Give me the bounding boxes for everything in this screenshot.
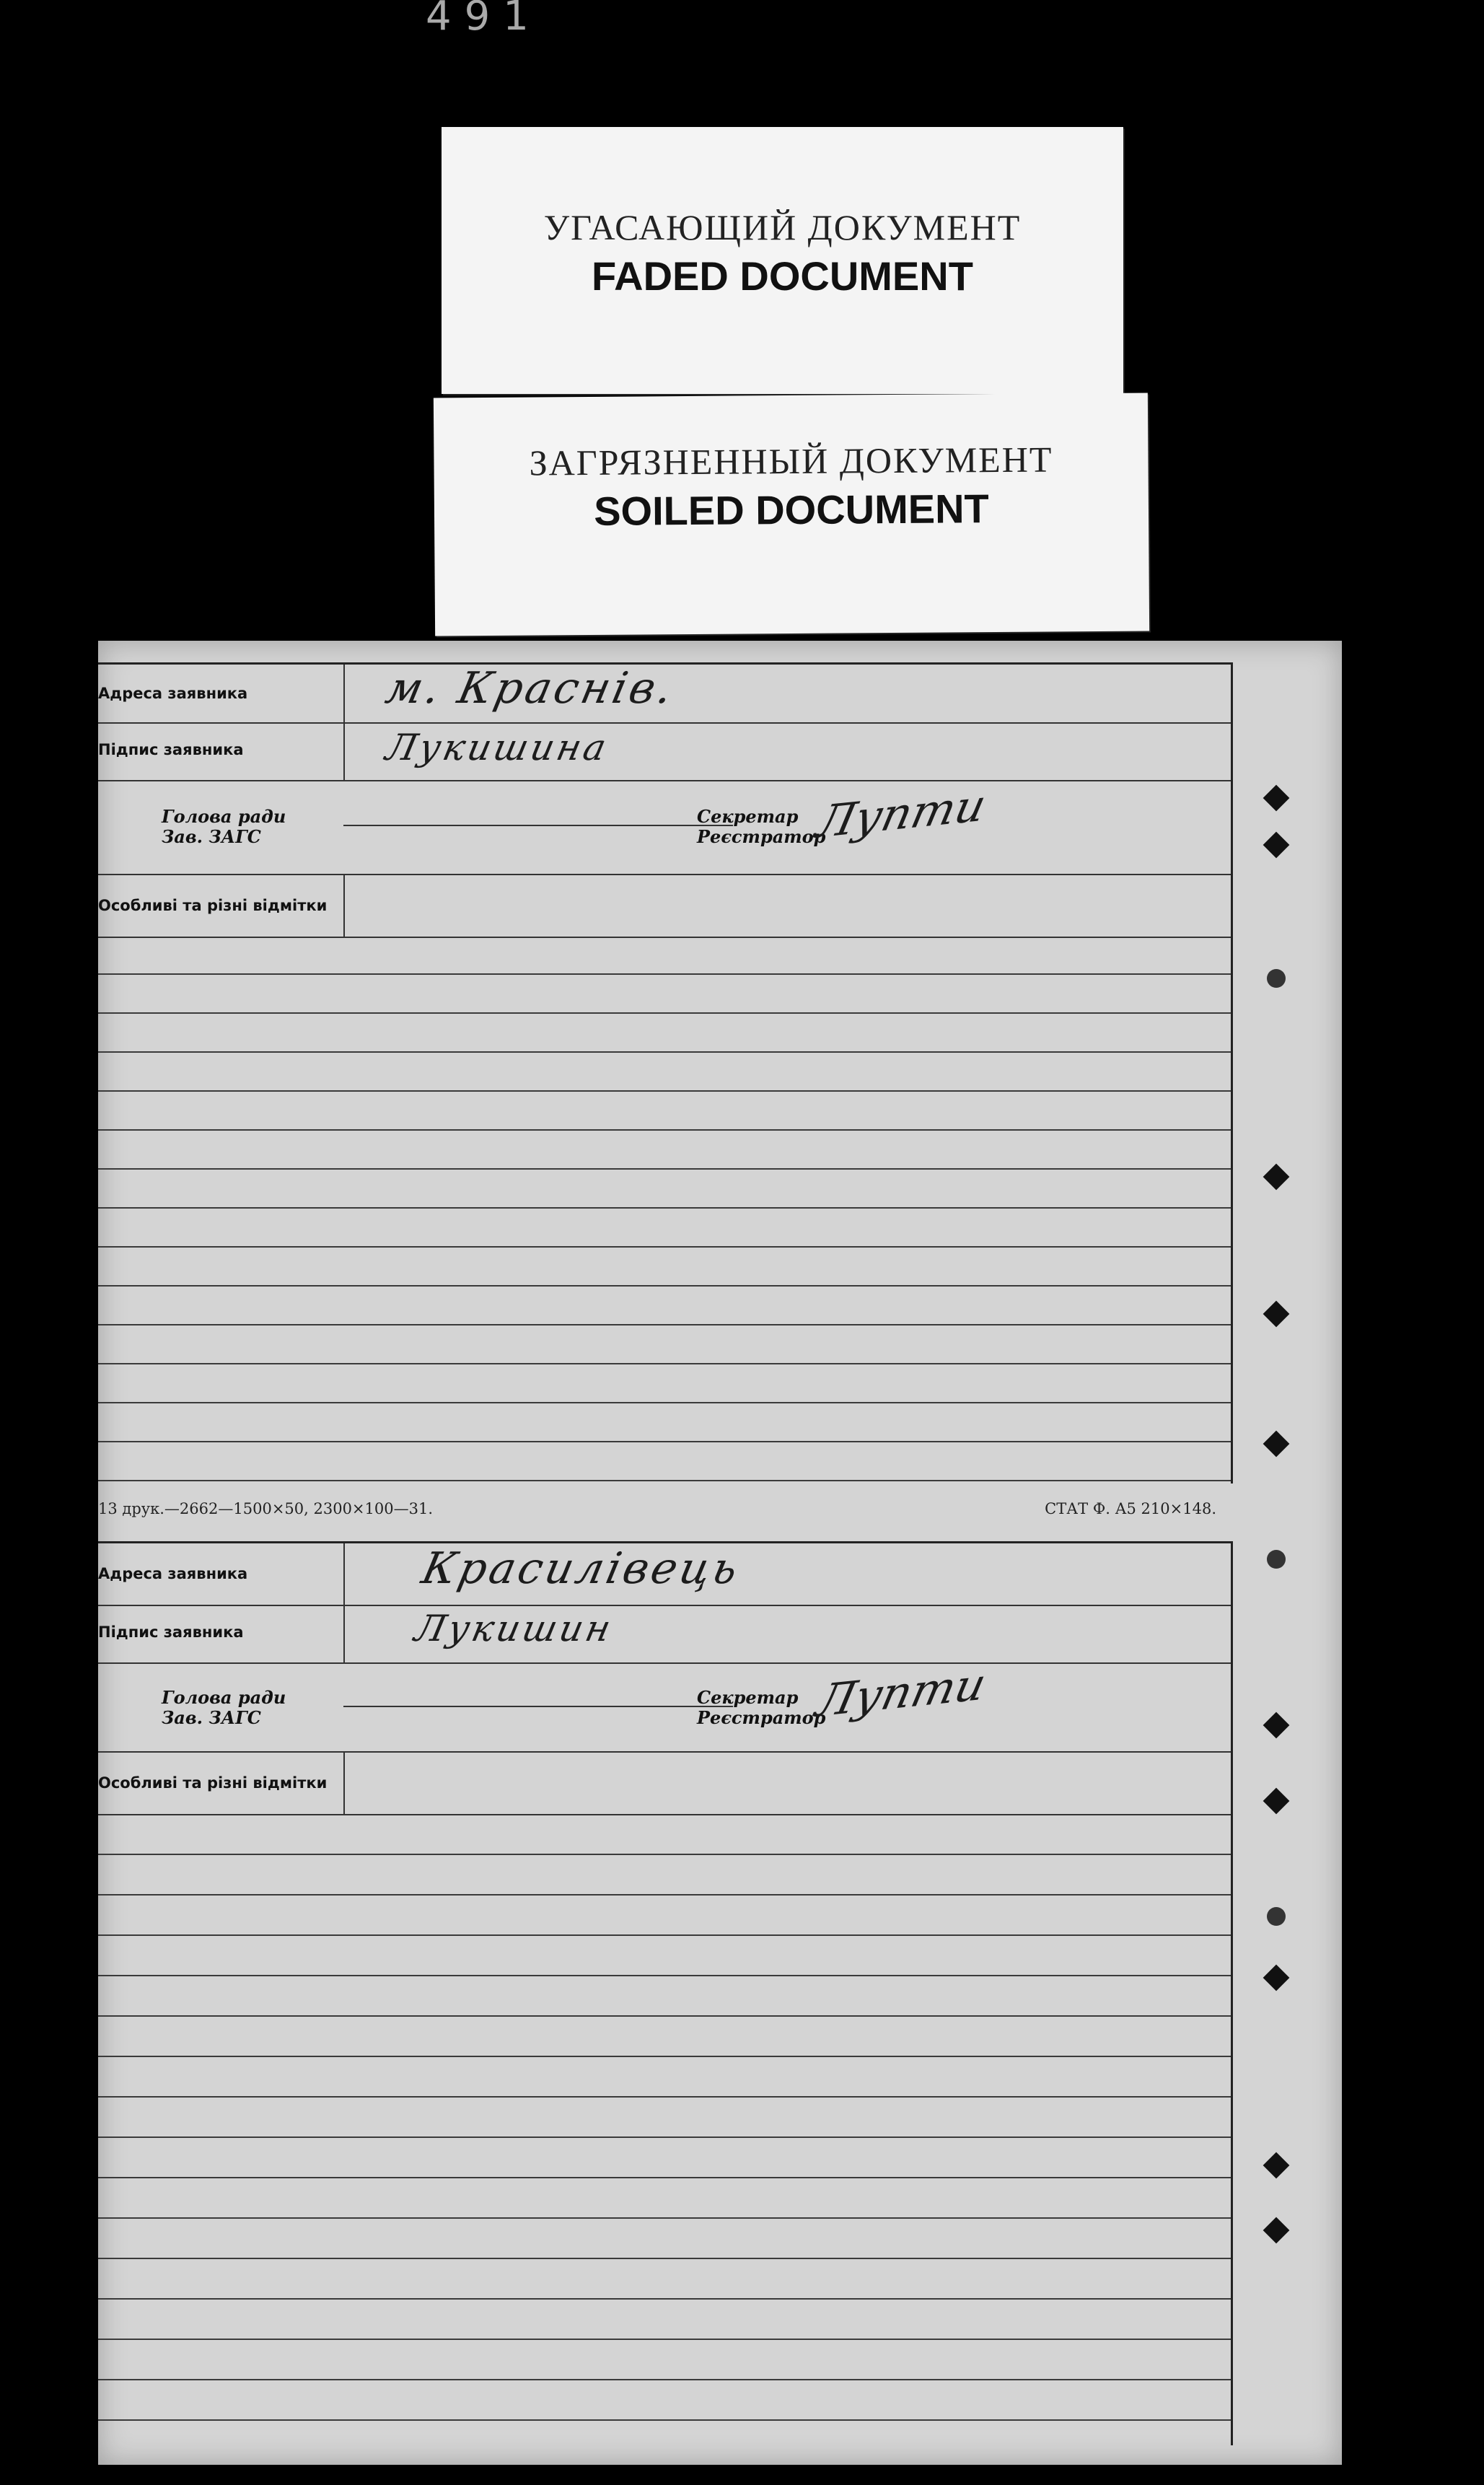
perforation-hole [1263,1965,1290,1991]
notes-row [98,1751,1231,1815]
ruled-line [98,2298,1231,2300]
ruled-line [98,1324,1231,1325]
faded-stamp-en: FADED DOCUMENT [592,253,973,299]
perforation-hole [1263,1164,1290,1191]
print-footer [98,1496,1231,1525]
row-divider [343,1605,345,1662]
ruled-line [98,1480,1231,1481]
perforation-hole [1267,1907,1286,1926]
address-label: Адреса заявника [98,1565,248,1582]
perforation-hole [1263,832,1290,859]
faded-stamp-ru: УГАСАЮЩИЙ ДОКУМЕНТ [543,207,1022,247]
ruled-line [98,1402,1231,1403]
record-form-2 [98,1541,1233,2445]
address-row [98,1543,1231,1606]
ruled-line [98,1246,1231,1248]
signature-row [98,722,1231,781]
print-info-left: 13 друк.—2662—1500×50, 2300×100—31. [98,1500,433,1517]
ruled-line [98,2136,1231,2138]
perforation-hole [1263,1301,1290,1328]
head-sign-line [343,825,733,826]
ruled-line [98,1090,1231,1092]
perforation-hole [1263,1788,1290,1815]
perforation-hole [1263,785,1290,812]
ruled-line [98,1441,1231,1442]
perforation-hole [1267,969,1286,988]
handwritten-signature: Лукишина [382,727,613,768]
address-row [98,665,1231,724]
handwritten-address: м. Краснів. [381,663,680,714]
registrar-signature: Лупти [811,779,991,849]
signature-row [98,1605,1231,1664]
address-label: Адреса заявника [98,685,248,702]
perforation-hole [1263,2217,1290,2244]
ruled-line [98,2177,1231,2178]
perforation-hole [1263,2152,1290,2179]
record-sheet [98,641,1342,2465]
registrar-signature: Лупти [811,1657,991,1727]
perforation-hole [1263,1431,1290,1458]
head-label: Голова ради Зав. ЗАГС [162,1687,286,1728]
row-divider [343,1543,345,1605]
ruled-line [98,1854,1231,1855]
ruled-line [98,2015,1231,2017]
head-sign-line [343,1706,733,1707]
head-label: Голова ради Зав. ЗАГС [162,806,286,847]
ruled-line [98,1285,1231,1287]
row-divider [343,1753,345,1814]
ruled-line [98,2419,1231,2421]
soiled-stamp-en: SOILED DOCUMENT [593,486,989,534]
signature-label: Підпис заявника [98,1623,244,1641]
ruled-line [98,1129,1231,1131]
ruled-line [98,1363,1231,1364]
ruled-line [98,2379,1231,2380]
row-divider [343,875,345,937]
handwritten-address: Красилівець [417,1543,745,1594]
archive-number: 491 [426,0,542,36]
record-form-1 [98,662,1233,1483]
ruled-line [98,1051,1231,1053]
print-info-right: СТАТ Ф. А5 210×148. [1045,1500,1216,1517]
ruled-line [98,2096,1231,2098]
secretary-label: Секретар Реєстратор [697,806,826,847]
ruled-line [98,1934,1231,1936]
ruled-line [98,2217,1231,2219]
ruled-line [98,1168,1231,1170]
row-divider [343,665,345,722]
ruled-line [98,2056,1231,2057]
ruled-line [98,973,1231,975]
notes-row [98,874,1231,938]
handwritten-signature: Лукишин [410,1608,618,1649]
ruled-line [98,1012,1231,1014]
ruled-line [98,1894,1231,1895]
ruled-line [98,2339,1231,2340]
notes-label: Особливі та різні відмітки [98,1774,328,1792]
ruled-line [98,1975,1231,1976]
perforation-hole [1263,1712,1290,1739]
ruled-line [98,1207,1231,1209]
notes-label: Особливі та різні відмітки [98,897,328,914]
secretary-label: Секретар Реєстратор [697,1687,826,1728]
soiled-stamp-ru: ЗАГРЯЗНЕННЫЙ ДОКУМЕНТ [529,439,1053,483]
soiled-document-stamp [434,393,1149,636]
perforation-hole [1267,1550,1286,1569]
faded-document-stamp [442,127,1123,394]
signature-label: Підпис заявника [98,741,244,758]
row-divider [343,722,345,780]
ruled-line [98,2258,1231,2259]
